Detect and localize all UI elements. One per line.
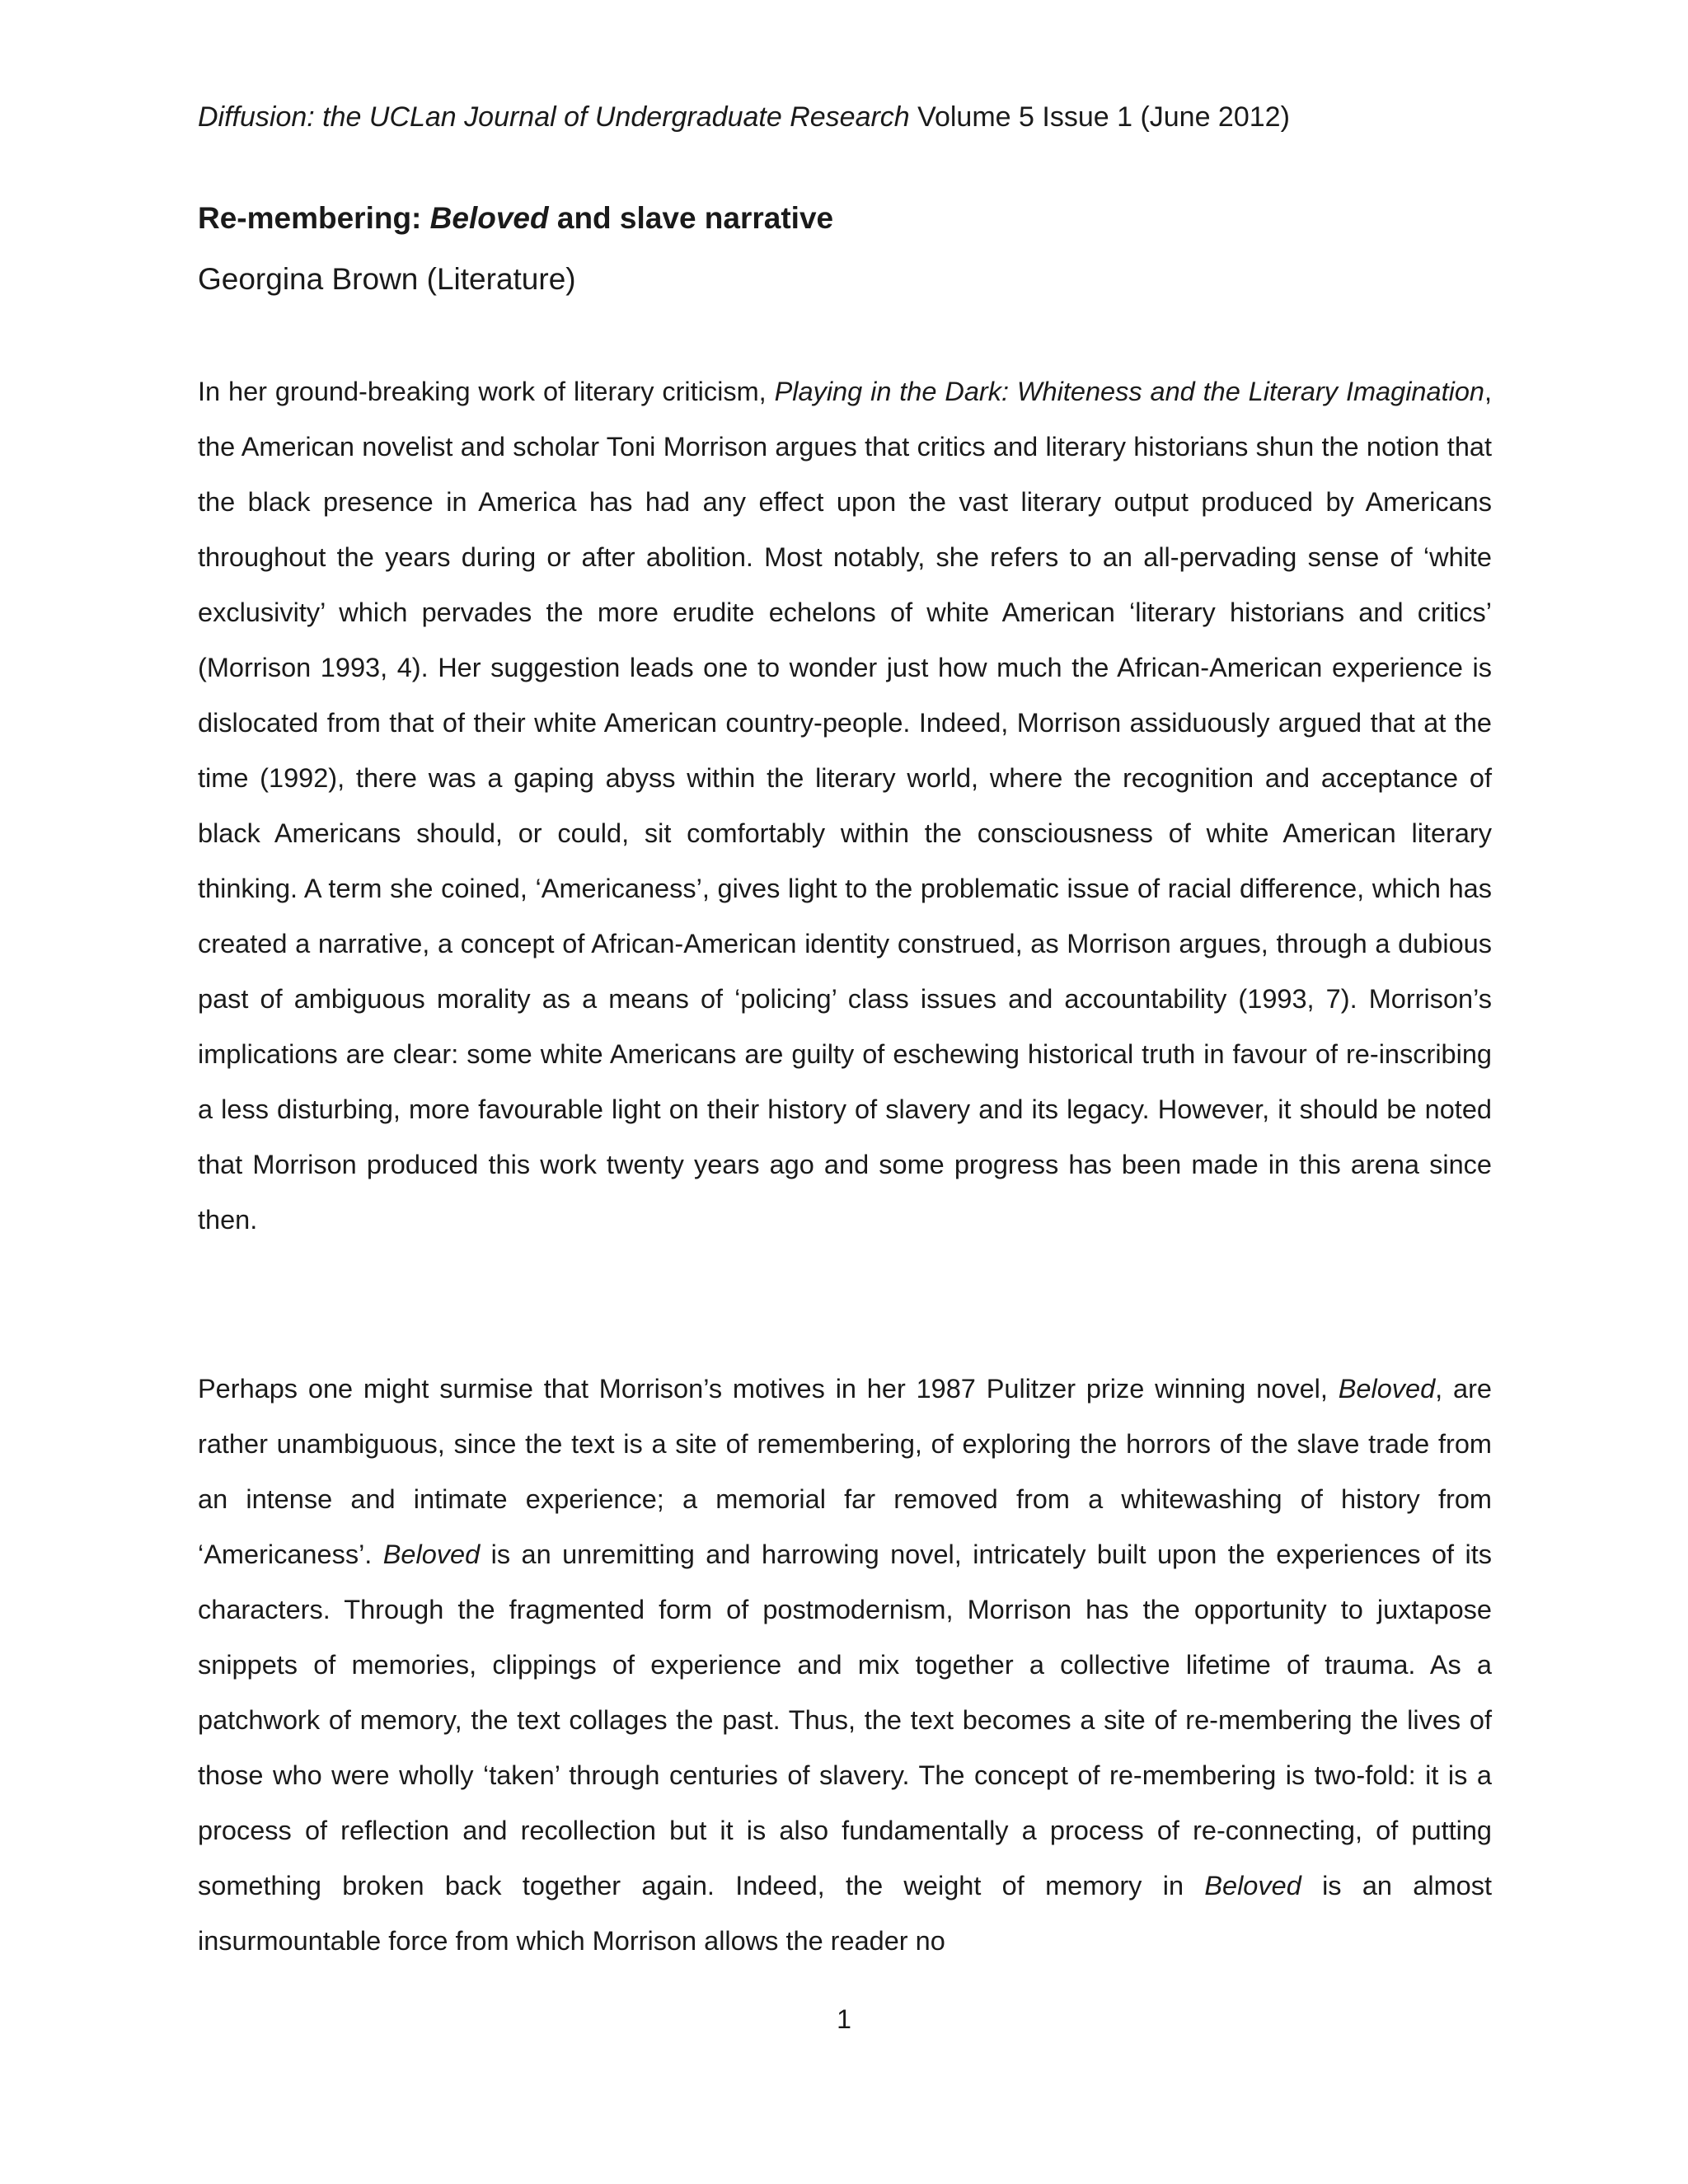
- running-header: [198, 97, 1500, 137]
- p2-book-title-2: Beloved: [382, 1540, 481, 1569]
- p2-book-title-1: Beloved: [1338, 1374, 1436, 1404]
- p2-text-c: , are rather unambiguous, since the text is a site of remembering, of exploring the horrors of the slave trade from an intense and intimate experience; a memorial far removed from a whitewashing of history from ‘Americaness’.: [198, 1374, 1492, 1569]
- body-paragraph-2: [198, 1361, 1492, 1969]
- p1-text-c: , the American novelist and scholar Toni Morrison argues that critics and literary historians shun the notion that the black presence in America has had any effect upon the vast literary output produced by Americans throughout the years during or after abolition. Most notably, she refers to an all-pervading sense of ‘white exclusivity’ which pervades the more erudite echelons of white American ‘literary historians and critics’ (Morrison 1993, 4). Her suggestion leads one to wonder just how much the African-American experience is dislocated from that of their white American country-people. Indeed, Morrison assiduously argued that at the time (1992), there was a gaping abyss within the literary world, where the recognition and acceptance of black Americans should, or could, sit comfortably within the consciousness of white American literary thinking. A term she coined, ‘Americaness’, gives light to the problematic issue of racial difference, which has created a narrative, a concept of African-American identity construed, as Morrison argues, through a dubious past of ambiguous morality as a means of ‘policing’ class issues and accountability (1993, 7). Morrison’s implications are clear: some white Americans are guilty of eschewing historical truth in favour of re-inscribing a less disturbing, more favourable light on their history of slavery and its legacy. However, it should be noted that Morrison produced this work twenty years ago and some progress has been made in this arena since then.: [198, 377, 1492, 1235]
- p1-text-a: In her ground-breaking work of literary criticism,: [198, 377, 775, 406]
- page-number: 1: [837, 2004, 851, 2034]
- title-prefix: Re-membering:: [198, 201, 430, 235]
- article-author: Georgina Brown (Literature): [198, 262, 576, 296]
- issue-info: Volume 5 Issue 1 (June 2012): [909, 101, 1290, 133]
- p1-book-title: Playing in the Dark: Whiteness and the Literary Imagination: [774, 377, 1484, 406]
- p2-text-a: Perhaps one might surmise that Morrison’s motives in her 1987 Pulitzer prize winning novel,: [198, 1374, 1339, 1404]
- journal-title: Diffusion: the UCLan Journal of Undergraduate Research: [198, 101, 910, 133]
- p2-text-e: is an unremitting and harrowing novel, intricately built upon the experiences of its characters. Through the fragmented form of postmodernism, Morrison has the opportunity to juxtapose snippets of memories, clippings of experience and mix together a collective lifetime of trauma. As a patchwork of memory, the text collages the past. Thus, the text becomes a site of re-membering the lives of those who were wholly ‘taken’ through centuries of slavery. The concept of re-membering is two-fold: it is a process of reflection and recollection but it is also fundamentally a process of re-connecting, of putting something broken back together again. Indeed, the weight of memory in: [198, 1540, 1493, 1900]
- title-suffix: and slave narrative: [548, 201, 834, 235]
- p2-text-g: is an almost insurmountable force from which Morrison allows the reader no: [198, 1871, 1492, 1956]
- article-title: [198, 198, 1500, 239]
- title-italic: Beloved: [429, 201, 549, 235]
- body-paragraph-1: [198, 364, 1492, 1248]
- p2-book-title-3: Beloved: [1204, 1871, 1301, 1900]
